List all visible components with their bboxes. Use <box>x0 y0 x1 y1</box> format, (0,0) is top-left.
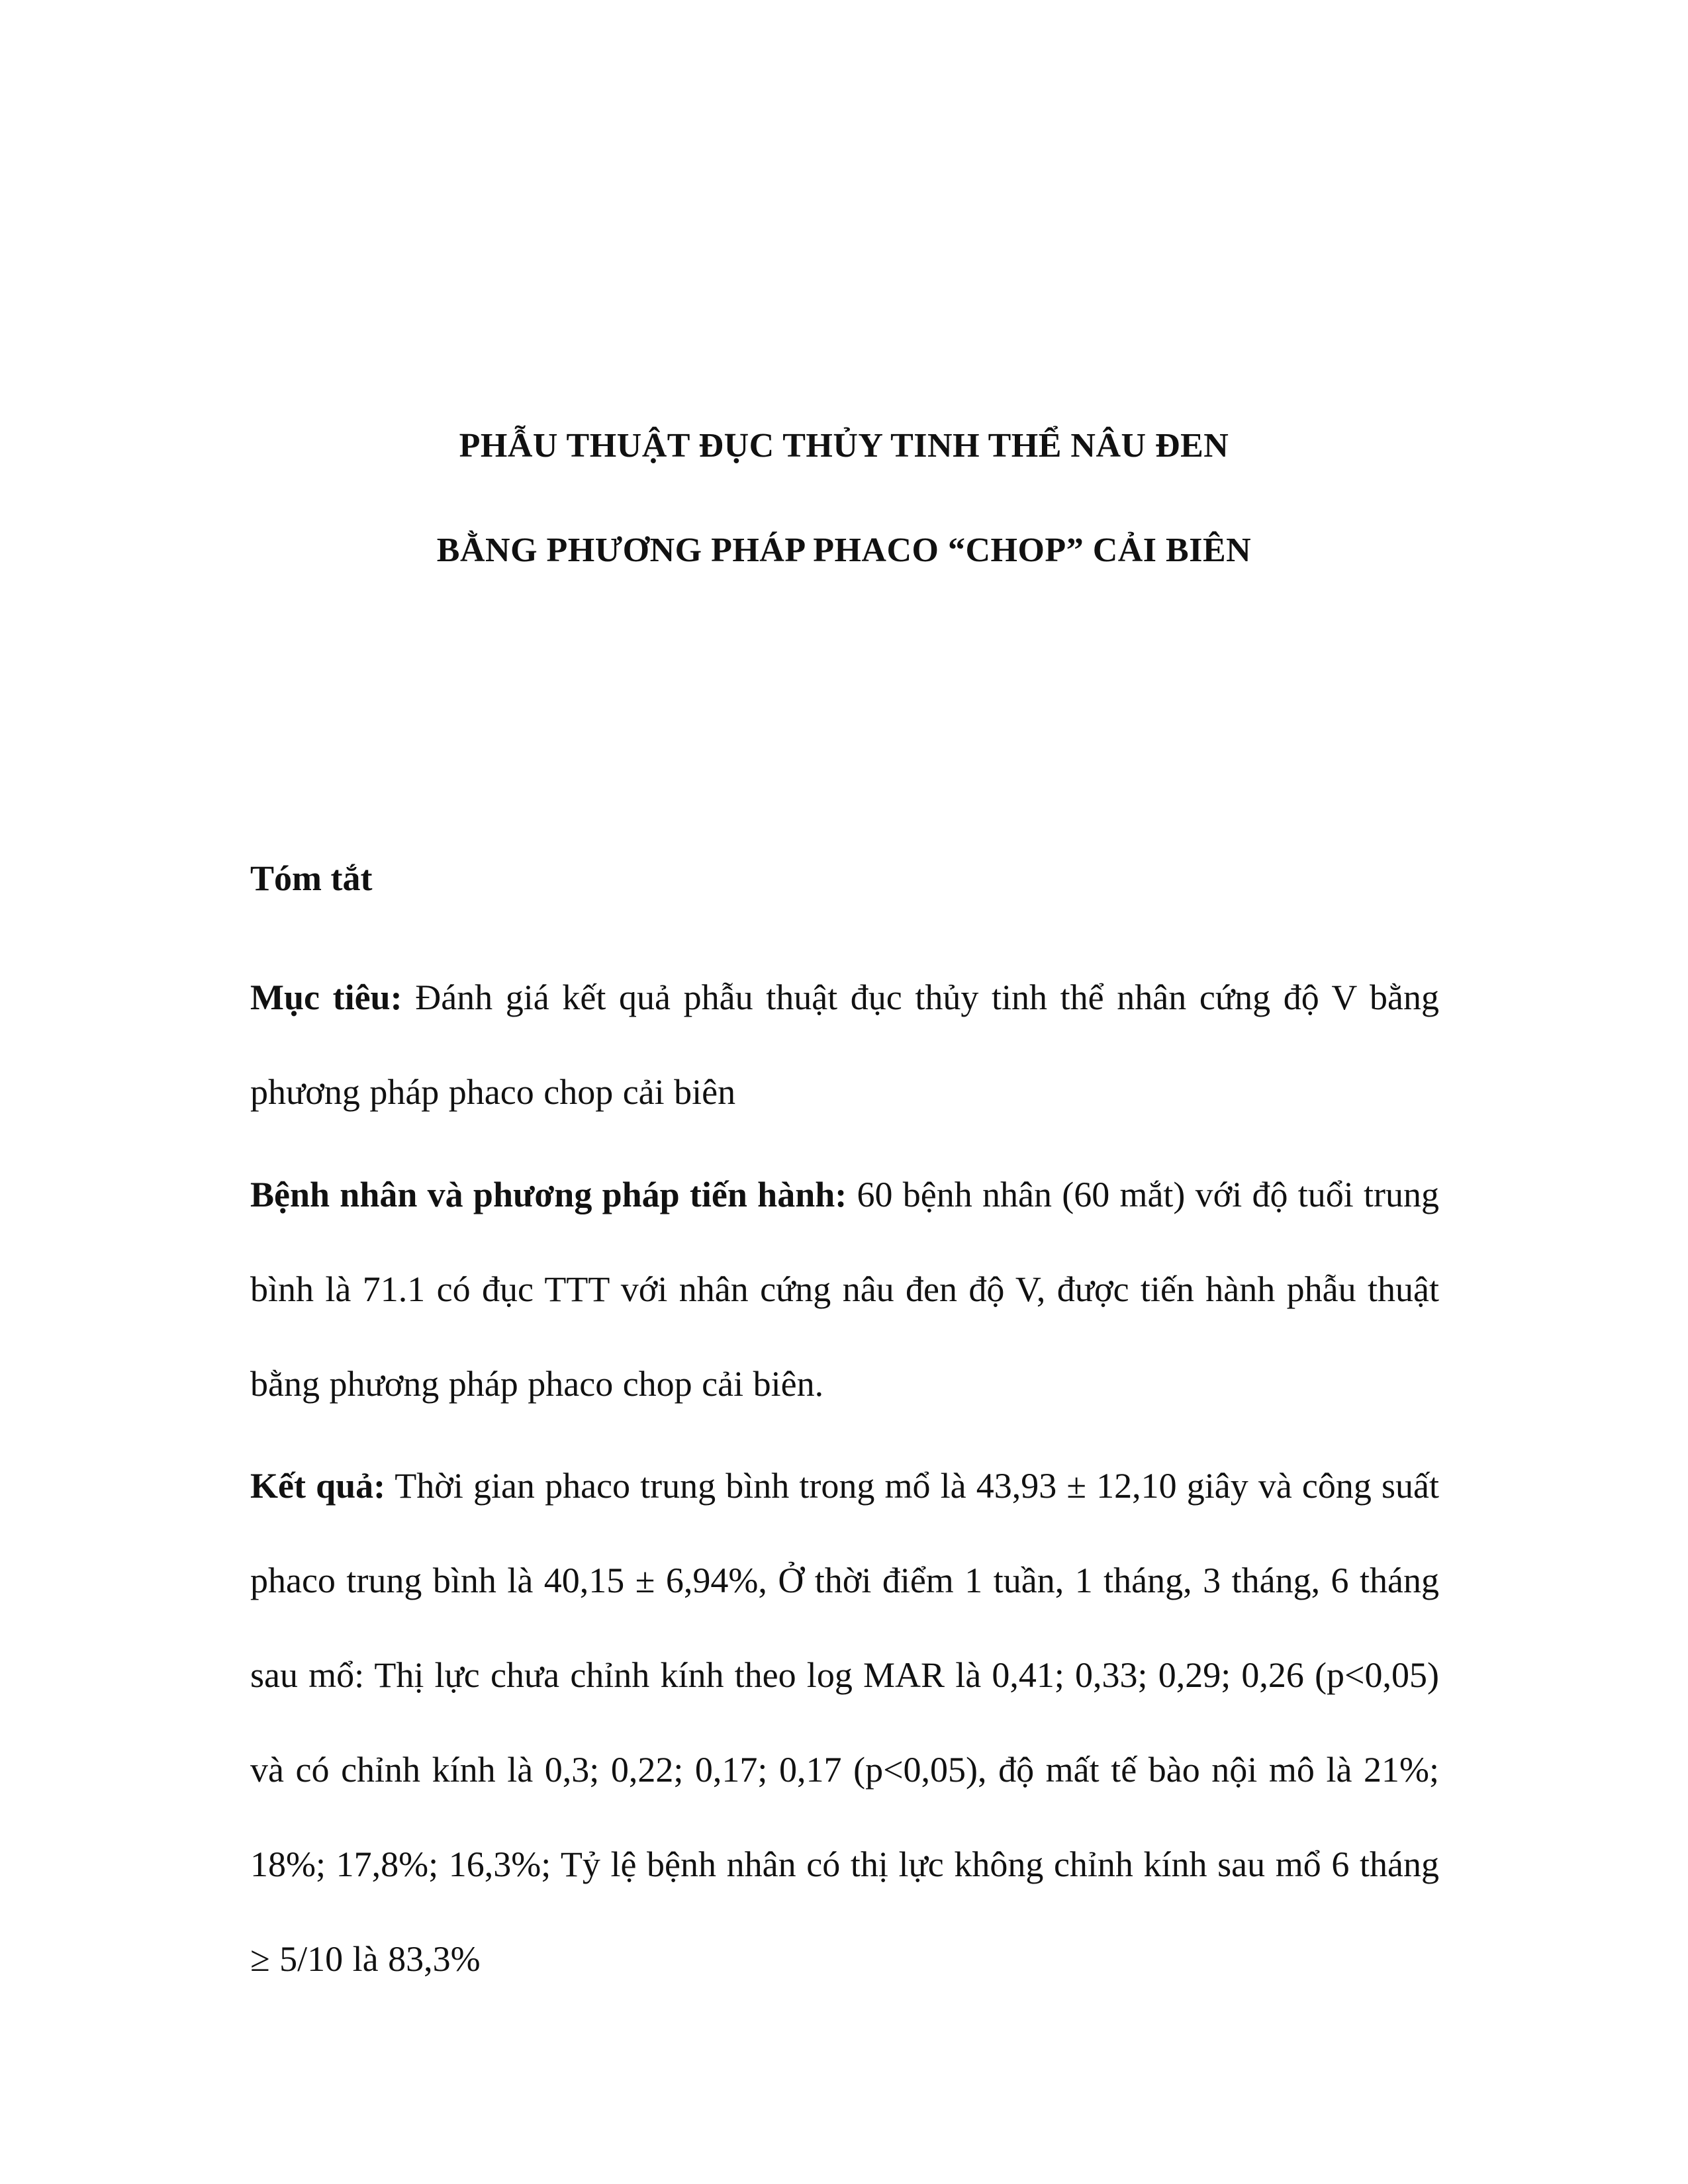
results-paragraph <box>250 1439 1439 2007</box>
paper-title-line-2: BẰNG PHƯƠNG PHÁP PHACO “CHOP” CẢI BIÊN <box>436 531 1252 569</box>
results-text: Thời gian phaco trung bình trong mổ là 43,93 ± 12,10 giây và công suất phaco trung bình là 40,15 ± 6,94%, Ở thời điểm 1 tuần, 1 tháng, 3 tháng, 6 tháng sau mổ: Thị lực chưa chỉnh kính theo log MAR là 0,41; 0,33; 0,29; 0,26 (p<0,05) và có chỉnh kính là 0,3; 0,22; 0,17; 0,17 (p<0,05), độ mất tế bào nội mô là 21%; 18%; 17,8%; 16,3%; Tỷ lệ bệnh nhân có thị lực không chỉnh kính sau mổ 6 tháng ≥ 5/10 là 83,3% <box>250 1466 1440 1979</box>
objective-text: Đánh giá kết quả phẫu thuật đục thủy tinh thể nhân cứng độ V bằng phương pháp phaco chop cải biên <box>250 978 1440 1112</box>
methods-paragraph <box>250 1148 1439 1432</box>
objective-paragraph <box>250 950 1439 1140</box>
methods-label: Bệnh nhân và phương pháp tiến hành: <box>250 1175 847 1214</box>
results-label: Kết quả: <box>250 1466 386 1506</box>
abstract-heading: Tóm tắt <box>250 858 373 898</box>
methods-text: 60 bệnh nhân (60 mắt) với độ tuổi trung bình là 71.1 có đục TTT với nhân cứng nâu đen độ V, được tiến hành phẫu thuật bằng phương pháp phaco chop cải biên. <box>250 1175 1439 1404</box>
objective-label: Mục tiêu: <box>250 978 402 1017</box>
paper-title-line-1: PHẪU THUẬT ĐỤC THỦY TINH THỂ NÂU ĐEN <box>459 427 1229 465</box>
